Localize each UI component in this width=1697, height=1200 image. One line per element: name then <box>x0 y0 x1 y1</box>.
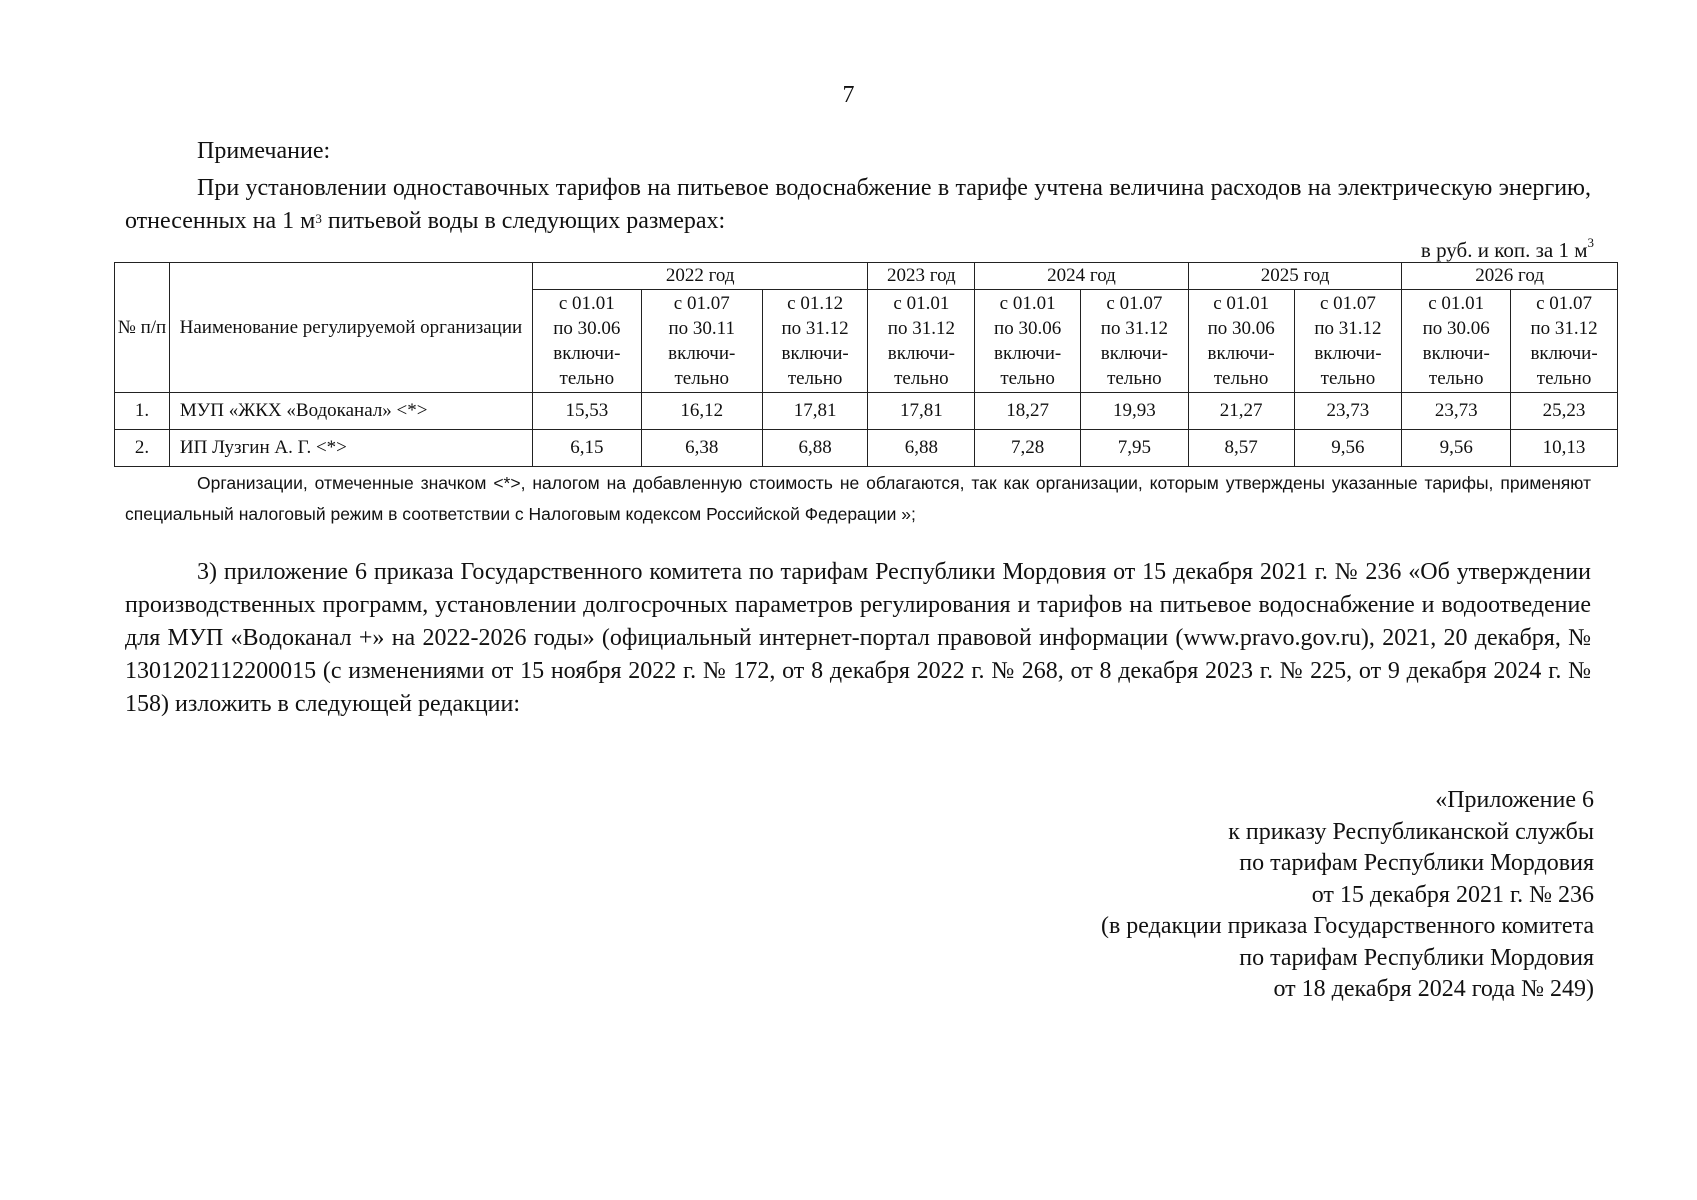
col-header-no: № п/п <box>115 263 170 393</box>
period-line: включи- <box>668 343 736 364</box>
period-line: тельно <box>787 368 843 389</box>
period-line: тельно <box>1000 368 1055 389</box>
appendix-line: от 18 декабря 2024 года № 249) <box>1273 976 1594 1002</box>
period-line: по 30.06 <box>1207 318 1275 339</box>
organization-name: МУП «ЖКХ «Водоканал» <*> <box>169 393 532 430</box>
tariff-value: 6,88 <box>868 430 975 467</box>
tariff-value: 19,93 <box>1081 393 1189 430</box>
period-line: по 31.12 <box>1314 318 1382 339</box>
period-line: с 01.01 <box>999 293 1056 314</box>
period-line: тельно <box>1536 368 1592 389</box>
year-header-2: 2024 год <box>975 263 1189 290</box>
period-line: тельно <box>559 368 615 389</box>
period-line: с 01.07 <box>1106 293 1163 314</box>
period-line: по 30.06 <box>994 318 1062 339</box>
period-line: тельно <box>894 368 949 389</box>
tariff-value: 8,57 <box>1188 430 1294 467</box>
period-line: с 01.07 <box>1536 293 1593 314</box>
period-header-2 <box>762 290 868 393</box>
period-line: по 31.12 <box>1530 318 1598 339</box>
period-line: по 31.12 <box>1100 318 1168 339</box>
tariff-value: 10,13 <box>1511 430 1618 467</box>
period-line: по 31.12 <box>887 318 955 339</box>
tariff-value: 6,15 <box>532 430 641 467</box>
tariff-value: 18,27 <box>975 393 1081 430</box>
paragraph-3: 3) приложение 6 приказа Государственного комитета по тарифам Республики Мордовия от 15 декабря 2021 г. № 236 «Об утверждении производственных программ, установлении долгосрочных параметров регулирования и тарифов на питьевое водоснабжение и водоотведение для МУП «Водоканал +» на 2022-2026 годы» (официальный интернет-портал правовой информации (www.pravo.gov.ru), 2021, 20 декабря, № 1301202112200015 (с изменениями от 15 ноября 2022 г. № 172, от 8 декабря 2022 г. № 268, от 8 декабря 2023 г. № 225, от 9 декабря 2024 г. № 158) изложить в следующей редакции: <box>125 559 1591 717</box>
organization-name: ИП Лузгин А. Г. <*> <box>169 430 532 467</box>
period-header-9 <box>1511 290 1618 393</box>
tariff-value: 9,56 <box>1402 430 1511 467</box>
units-label <box>1420 235 1594 263</box>
table-body <box>115 393 1618 467</box>
period-line: с 01.01 <box>1428 293 1485 314</box>
note-title: Примечание: <box>197 138 331 164</box>
period-header-6 <box>1188 290 1294 393</box>
table-row <box>115 430 1618 467</box>
tariff-value: 15,53 <box>532 393 641 430</box>
appendix-line: к приказу Республиканской службы <box>1228 818 1594 845</box>
year-header-1: 2023 год <box>868 263 975 290</box>
row-number: 1. <box>115 393 170 430</box>
period-line: с 01.07 <box>1319 293 1376 314</box>
tariff-value: 21,27 <box>1188 393 1294 430</box>
tariff-value: 17,81 <box>762 393 868 430</box>
period-line: включи- <box>1530 343 1598 364</box>
tariff-table <box>114 262 1618 467</box>
note-text-sup: 3 <box>315 211 322 226</box>
period-line: включи- <box>1207 343 1275 364</box>
period-header-0 <box>532 290 641 393</box>
period-line: включи- <box>781 343 849 364</box>
tariff-value: 6,38 <box>641 430 762 467</box>
period-line: тельно <box>674 368 730 389</box>
period-line: по 30.06 <box>1422 318 1490 339</box>
page-number: 7 <box>842 82 855 108</box>
tariff-value: 16,12 <box>641 393 762 430</box>
period-line: тельно <box>1428 368 1484 389</box>
note-text <box>125 172 1591 238</box>
year-header-0: 2022 год <box>532 263 868 290</box>
period-line: включи- <box>1314 343 1382 364</box>
period-line: включи- <box>1100 343 1168 364</box>
note-text-part1: При установлении одноставочных тарифов на питьевое водоснабжение в тарифе учтена величина расходов на электрическую энергию, отнесенных на 1 м <box>125 175 1591 234</box>
appendix-line: по тарифам Республики Мордовия <box>1239 850 1594 876</box>
period-line: тельно <box>1320 368 1376 389</box>
appendix-line: (в редакции приказа Государственного комитета <box>1100 913 1594 939</box>
period-line: с 01.01 <box>893 293 950 314</box>
units-sup: 3 <box>1587 235 1594 250</box>
col-header-name: Наименование регулируемой организации <box>169 263 532 393</box>
note-text-part2: питьевой воды в следующих размерах: <box>321 208 726 234</box>
period-line: включи- <box>994 343 1062 364</box>
period-line: тельно <box>1107 368 1162 389</box>
period-line: с 01.07 <box>673 293 730 314</box>
period-header-3 <box>868 290 975 393</box>
appendix-line: «Приложение 6 <box>1435 787 1594 813</box>
period-line: тельно <box>1213 368 1269 389</box>
period-line: включи- <box>887 343 955 364</box>
units-text: в руб. и коп. за 1 м <box>1420 238 1588 262</box>
period-line: с 01.12 <box>787 293 844 314</box>
period-line: с 01.01 <box>558 293 615 314</box>
tariff-value: 7,28 <box>975 430 1081 467</box>
year-header-row <box>115 263 1618 290</box>
tariff-value: 23,73 <box>1402 393 1511 430</box>
year-header-3: 2025 год <box>1188 263 1402 290</box>
year-header-4: 2026 год <box>1402 263 1618 290</box>
period-header-4 <box>975 290 1081 393</box>
appendix-line: от 15 декабря 2021 г. № 236 <box>1311 881 1594 908</box>
period-line: включи- <box>553 343 621 364</box>
tariff-value: 25,23 <box>1511 393 1618 430</box>
period-header-7 <box>1294 290 1402 393</box>
period-line: с 01.01 <box>1213 293 1270 314</box>
period-line: по 30.06 <box>553 318 621 339</box>
tariff-value: 9,56 <box>1294 430 1402 467</box>
appendix-line: по тарифам Республики Мордовия <box>1239 944 1594 971</box>
tariff-value: 17,81 <box>868 393 975 430</box>
tariff-value: 6,88 <box>762 430 868 467</box>
row-number: 2. <box>115 430 170 467</box>
period-header-1 <box>641 290 762 393</box>
table-row <box>115 393 1618 430</box>
tariff-value: 23,73 <box>1294 393 1402 430</box>
period-line: по 31.12 <box>781 318 849 339</box>
period-line: включи- <box>1422 343 1490 364</box>
appendix-header <box>1101 785 1594 1006</box>
period-line: по 30.11 <box>668 318 735 339</box>
footnote: Организации, отмеченные значком <*>, налогом на добавленную стоимость не облагаются, так как организации, которым утверждены указанные тарифы, применяют специальный налоговый режим в соответствии с Налоговым кодексом Российской Федерации »; <box>125 473 1591 524</box>
period-header-5 <box>1081 290 1189 393</box>
tariff-value: 7,95 <box>1081 430 1189 467</box>
period-header-8 <box>1402 290 1511 393</box>
